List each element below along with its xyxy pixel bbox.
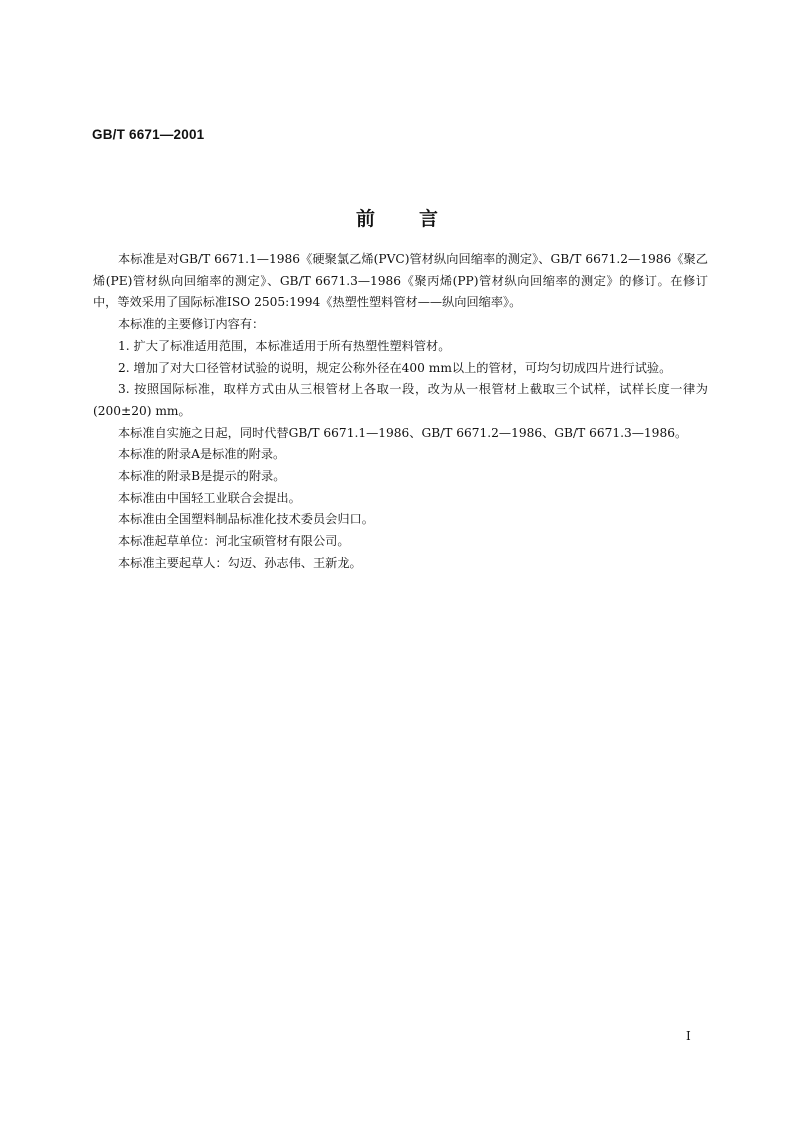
page-number: I <box>686 1029 691 1043</box>
title-char-2: 言 <box>419 208 439 230</box>
paragraph-proposer: 本标准由中国轻工业联合会提出。 <box>118 490 301 505</box>
foreword-body <box>93 249 708 575</box>
paragraph-replacement: 本标准自实施之日起，同时代替GB/T 6671.1—1986、GB/T 6671.2—1986、GB/T 6671.3—1986。 <box>118 425 688 440</box>
standard-code: GB/T 6671—2001 <box>92 127 205 142</box>
page-title <box>0 204 794 231</box>
paragraph-annex-a: 本标准的附录A是标准的附录。 <box>118 447 286 462</box>
paragraph-revision-2: 2. 增加了对大口径管材试验的说明，规定公称外径在400 mm以上的管材，可均匀切成四片进行试验。 <box>118 360 672 375</box>
title-char-1: 前 <box>355 208 375 230</box>
paragraph-revision-3: 3. 按照国际标准，取样方式由从三根管材上各取一段，改为从一根管材上截取三个试样，试样长度一律为(200±20) mm。 <box>93 382 708 418</box>
paragraph-drafters: 本标准主要起草人：勾迈、孙志伟、王新龙。 <box>118 555 362 570</box>
paragraph-intro: 本标准是对GB/T 6671.1—1986《硬聚氯乙烯(PVC)管材纵向回缩率的测定》、GB/T 6671.2—1986《聚乙烯(PE)管材纵向回缩率的测定》、GB/T 6671.3—1986《聚丙烯(PP)管材纵向回缩率的测定》的修订。在修订中，等效采用了国际标准ISO 2505:1994《热塑性塑料管材——纵向回缩率》。 <box>93 252 708 310</box>
paragraph-revision-1: 1. 扩大了标准适用范围，本标准适用于所有热塑性塑料管材。 <box>118 338 451 353</box>
paragraph-revision-heading: 本标准的主要修订内容有： <box>118 317 265 332</box>
paragraph-drafting-unit: 本标准起草单位：河北宝硕管材有限公司。 <box>118 534 350 549</box>
paragraph-administrator: 本标准由全国塑料制品标准化技术委员会归口。 <box>118 512 374 527</box>
paragraph-annex-b: 本标准的附录B是提示的附录。 <box>118 469 286 484</box>
